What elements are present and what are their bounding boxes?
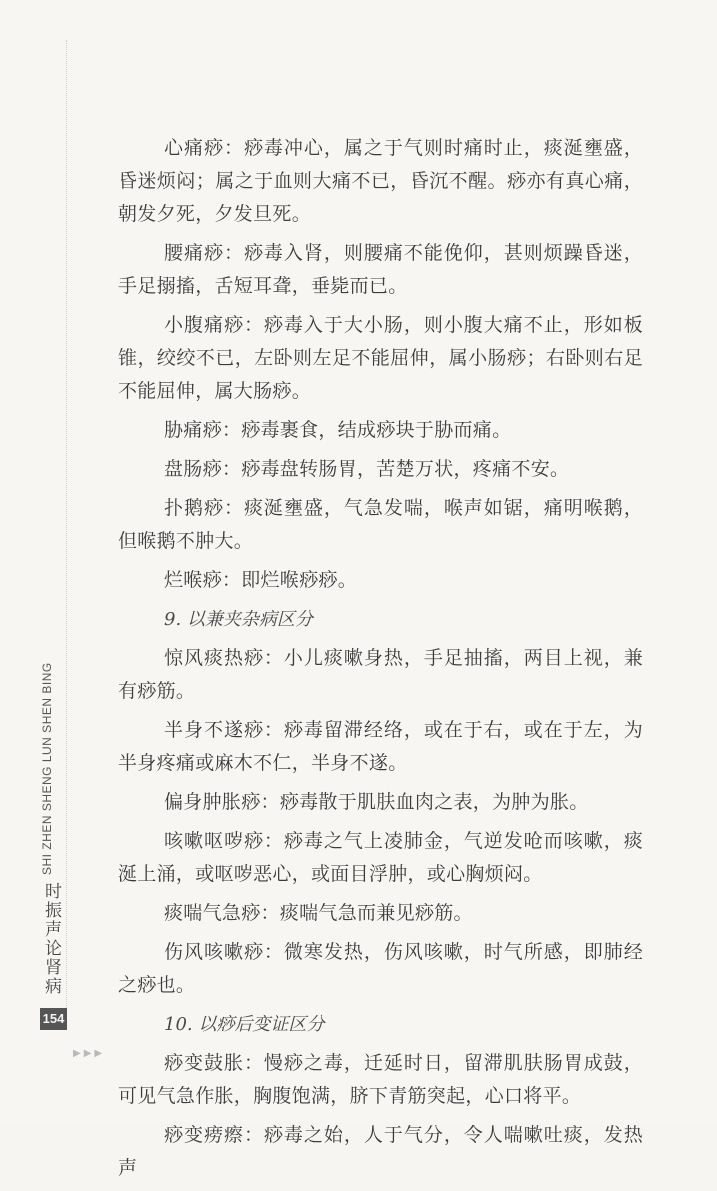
section-heading-10: 10. 以痧后变证区分 [164, 1014, 325, 1035]
book-title-pinyin: SHI ZHEN SHENG LUN SHEN BING [40, 662, 54, 875]
paragraph: 痧变鼓胀：慢痧之毒，迁延时日，留滞肌肤肠胃成鼓，可见气急作胀，胸腹饱满，脐下青筋突起，心口将平。 [118, 1052, 643, 1107]
paragraph: 扑鹅痧：痰涎壅盛，气急发喘，喉声如锯，痛明喉鹅，但喉鹅不肿大。 [118, 497, 643, 552]
paragraph: 惊风痰热痧：小儿痰嗽身热，手足抽搐，两目上视，兼有痧筋。 [118, 647, 643, 702]
paragraph: 偏身肿胀痧：痧毒散于肌肤血肉之表，为肿为胀。 [164, 791, 589, 813]
paragraph: 痰喘气急痧：痰喘气急而兼见痧筋。 [164, 902, 473, 924]
paragraph: 腰痛痧：痧毒入肾，则腰痛不能俛仰，甚则烦躁昏迷，手足搦搐，舌短耳聋，垂毙而已。 [118, 242, 643, 297]
book-title-chinese: 时振声论肾病 [41, 882, 61, 996]
paragraph: 伤风咳嗽痧：微寒发热，伤风咳嗽，时气所感，即肺经之痧也。 [118, 941, 643, 996]
paragraph: 半身不遂痧：痧毒留滞经络，或在于右，或在于左，为半身疼痛或麻木不仁，半身不遂。 [118, 719, 643, 774]
paragraph: 心痛痧：痧毒冲心，属之于气则时痛时止，痰涎壅盛，昏迷烦闷；属之于血则大痛不已，昏沉不醒。痧亦有真心痛，朝发夕死，夕发旦死。 [118, 137, 643, 225]
paragraph: 胁痛痧：痧毒裹食，结成痧块于胁而痛。 [164, 419, 512, 441]
page-arrows-icon: ▶▶▶ [73, 1048, 106, 1059]
section-heading-9: 9. 以兼夹杂病区分 [164, 609, 313, 630]
paragraph: 烂喉痧：即烂喉痧痧。 [164, 569, 358, 591]
paragraph: 痧变痨瘵：痧毒之始，人于气分，令人喘嗽吐痰，发热声 [118, 1124, 643, 1179]
paragraph: 小腹痛痧：痧毒入于大小肠，则小腹大痛不止，形如板锥，绞绞不已，左卧则左足不能屈伸，属小肠痧；右卧则右足不能屈伸，属大肠痧。 [118, 314, 643, 402]
paragraph: 盘肠痧：痧毒盘转肠胃，苦楚万状，疼痛不安。 [164, 458, 570, 480]
margin-guide [66, 40, 67, 1030]
page-body [118, 132, 643, 1191]
page-number: 154 [40, 1008, 67, 1030]
paragraph: 咳嗽呕哕痧：痧毒之气上凌肺金，气逆发呛而咳嗽，痰涎上涌，或呕哕恶心，或面目浮肿，或心胸烦闷。 [118, 830, 643, 885]
